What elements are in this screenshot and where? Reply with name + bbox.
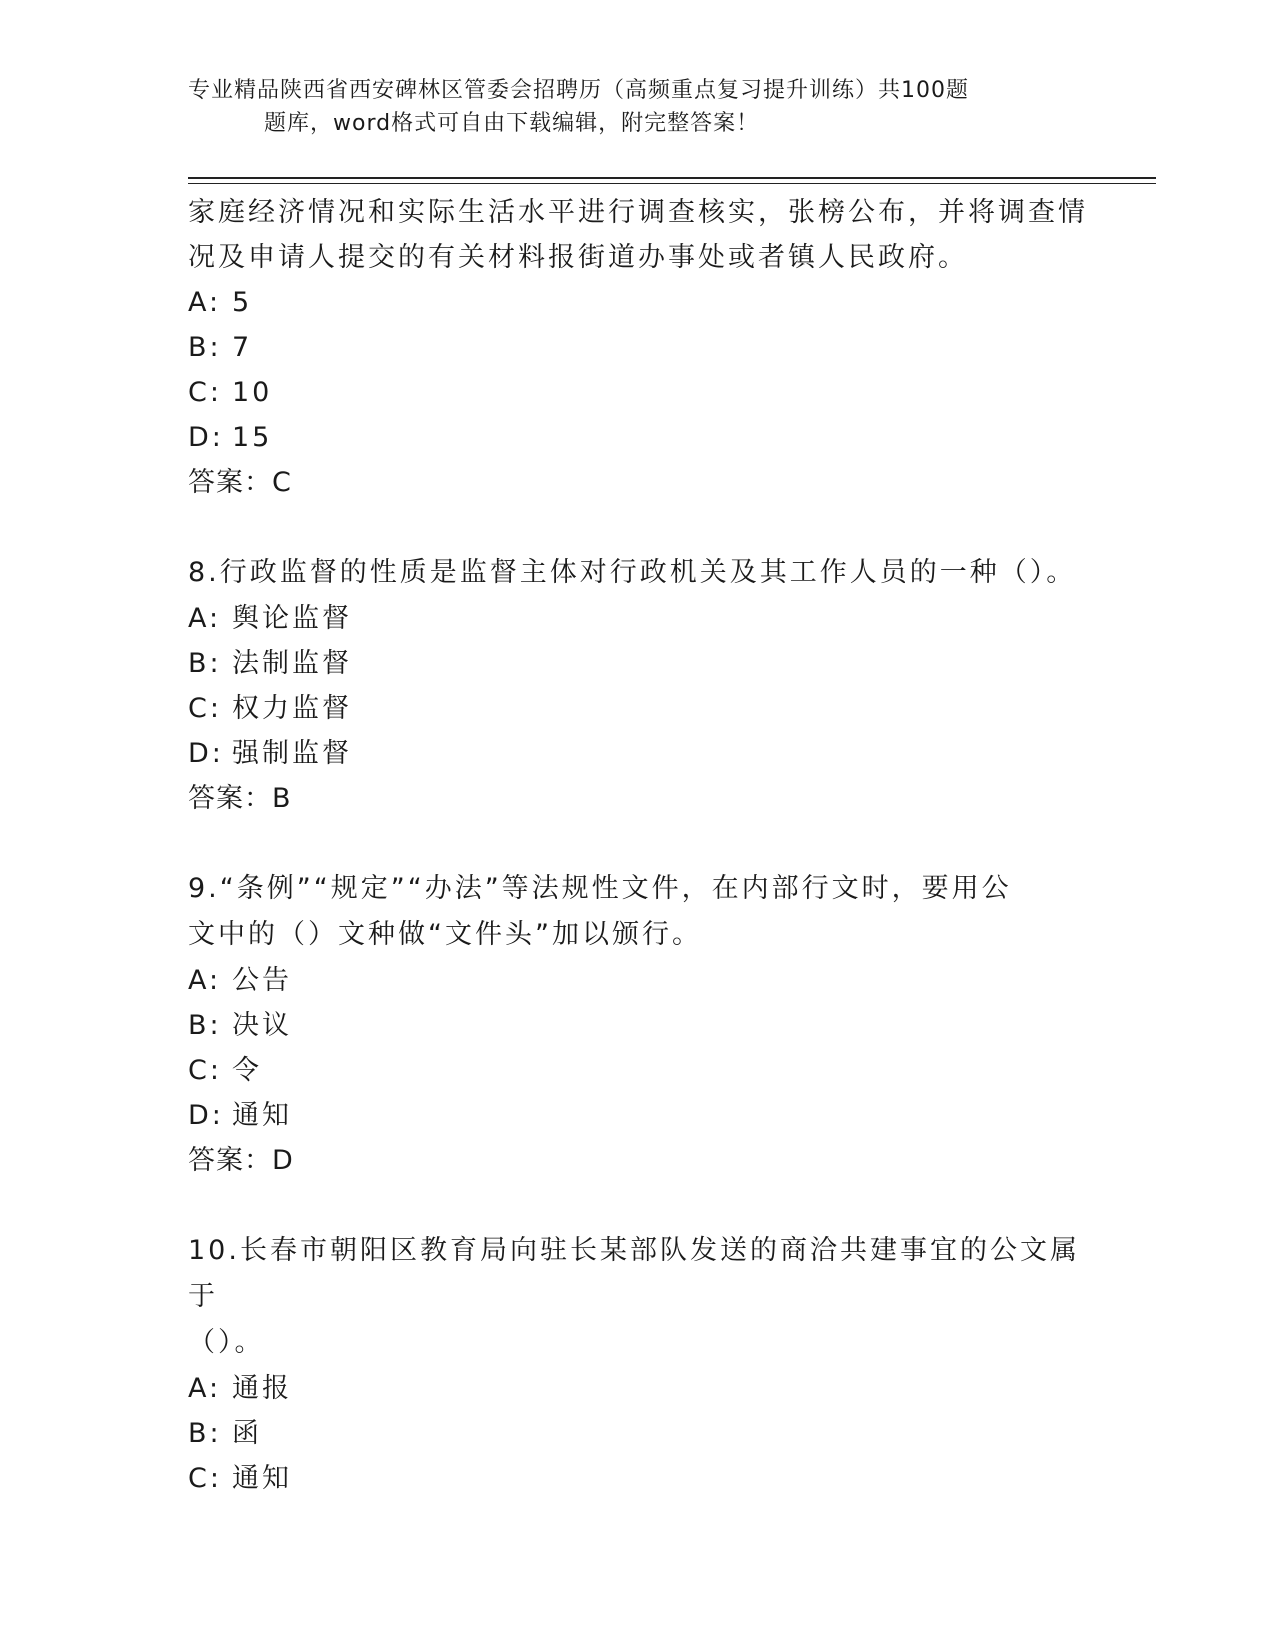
question-7-text-line1: 家庭经济情况和实际生活水平进行调查核实，张榜公布，并将调查情 bbox=[188, 197, 1088, 228]
header-title-line2: 题库，word格式可自由下载编辑，附完整答案！ bbox=[264, 111, 760, 136]
question-8-text-line1: 8.行政监督的性质是监督主体对行政机关及其工作人员的一种（）。 bbox=[188, 557, 1077, 588]
question-9-option-b bbox=[188, 1003, 1088, 1048]
question-9-text-line1: 9.“条例”“规定”“办法”等法规性文件，在内部行文时，要用公 bbox=[188, 873, 1012, 904]
question-9-option-c bbox=[188, 1048, 1088, 1093]
option-value: 公告 bbox=[232, 965, 292, 996]
question-9 bbox=[188, 866, 1088, 1183]
question-8-answer: 答案：B bbox=[188, 783, 292, 814]
option-key: C: bbox=[188, 377, 222, 408]
question-9-option-d bbox=[188, 1093, 1088, 1138]
option-value: 强制监督 bbox=[232, 738, 352, 769]
question-8-option-a bbox=[188, 596, 1088, 641]
question-7-option-a bbox=[188, 280, 1088, 325]
question-10-text-line2: （）。 bbox=[188, 1327, 265, 1358]
question-10-text-line1: 10.长春市朝阳区教育局向驻长某部队发送的商洽共建事宜的公文属于 bbox=[188, 1235, 1080, 1312]
question-8-option-b bbox=[188, 641, 1088, 686]
question-9-answer: 答案：D bbox=[188, 1145, 294, 1176]
option-key: D: bbox=[188, 738, 224, 769]
option-value: 权力监督 bbox=[232, 693, 352, 724]
question-list bbox=[188, 190, 1088, 1501]
option-key: B: bbox=[188, 648, 222, 679]
option-value: 10 bbox=[232, 377, 273, 408]
question-10-option-c bbox=[188, 1456, 1088, 1501]
option-value: 15 bbox=[232, 422, 273, 453]
question-7-option-b bbox=[188, 325, 1088, 370]
option-value: 令 bbox=[232, 1055, 262, 1086]
option-value: 函 bbox=[232, 1418, 262, 1449]
option-key: A: bbox=[188, 1373, 222, 1404]
question-8 bbox=[188, 550, 1088, 821]
spacer bbox=[188, 1183, 1088, 1228]
option-key: D: bbox=[188, 1100, 224, 1131]
option-key: D: bbox=[188, 422, 224, 453]
question-7 bbox=[188, 190, 1088, 505]
option-value: 法制监督 bbox=[232, 648, 352, 679]
option-value: 通报 bbox=[232, 1373, 292, 1404]
option-key: B: bbox=[188, 1418, 222, 1449]
option-key: C: bbox=[188, 1463, 222, 1494]
option-value: 舆论监督 bbox=[232, 603, 352, 634]
option-key: A: bbox=[188, 287, 222, 318]
question-9-text-line2: 文中的（）文种做“文件头”加以颁行。 bbox=[188, 919, 702, 950]
question-8-option-c bbox=[188, 686, 1088, 731]
option-value: 决议 bbox=[232, 1010, 292, 1041]
question-7-text-line2: 况及申请人提交的有关材料报街道办事处或者镇人民政府。 bbox=[188, 242, 968, 273]
header-divider-thin bbox=[188, 183, 1156, 184]
option-key: A: bbox=[188, 603, 222, 634]
option-value: 通知 bbox=[232, 1463, 292, 1494]
option-value: 7 bbox=[232, 332, 253, 363]
option-key: C: bbox=[188, 693, 222, 724]
question-10-option-b bbox=[188, 1411, 1088, 1456]
option-key: B: bbox=[188, 332, 222, 363]
question-10-option-a bbox=[188, 1366, 1088, 1411]
option-key: A: bbox=[188, 965, 222, 996]
header-title-line1: 专业精品陕西省西安碑林区管委会招聘历（高频重点复习提升训练）共100题 bbox=[188, 78, 969, 103]
question-8-option-d bbox=[188, 731, 1088, 776]
question-9-option-a bbox=[188, 958, 1088, 1003]
header-divider-thick bbox=[188, 177, 1156, 179]
spacer bbox=[188, 821, 1088, 866]
question-7-option-d bbox=[188, 415, 1088, 460]
question-7-option-c bbox=[188, 370, 1088, 415]
option-value: 通知 bbox=[232, 1100, 292, 1131]
spacer bbox=[188, 505, 1088, 550]
question-7-answer: 答案：C bbox=[188, 467, 292, 498]
option-key: C: bbox=[188, 1055, 222, 1086]
option-key: B: bbox=[188, 1010, 222, 1041]
document-header bbox=[188, 74, 1048, 140]
question-10 bbox=[188, 1228, 1088, 1501]
option-value: 5 bbox=[232, 287, 253, 318]
